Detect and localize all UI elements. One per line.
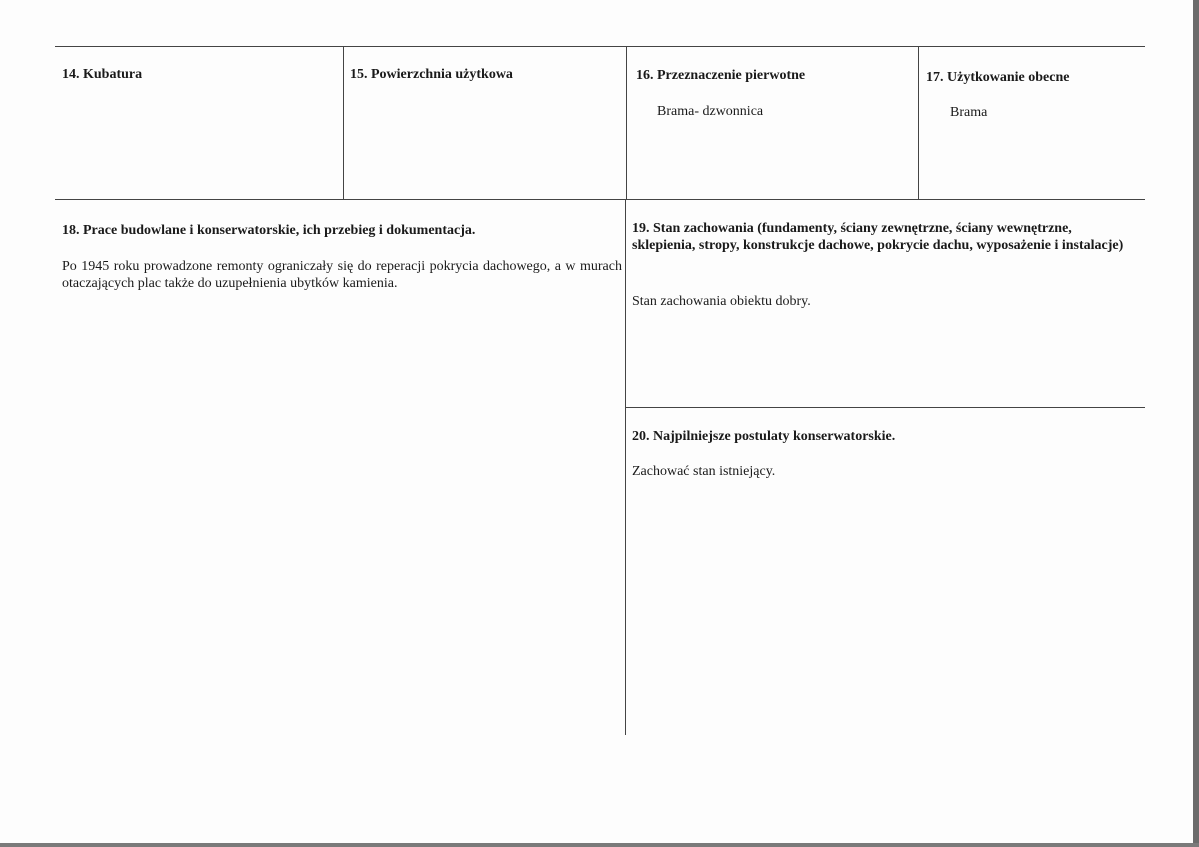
field-18-value: Po 1945 roku prowadzone remonty ograniczały się do reperacji pokrycia dachowego, a w murach otaczających plac także do uzupełnienia ubytków kamienia. (62, 259, 622, 291)
field-19-value: Stan zachowania obiektu dobry. (632, 294, 811, 309)
rule-section-19-20 (626, 407, 1145, 408)
field-20-value: Zachować stan istniejący. (632, 464, 776, 479)
field-20-label: 20. Najpilniejsze postulaty konserwatorskie. (632, 429, 896, 444)
rule-middle (55, 199, 1145, 200)
field-16-value: Brama- dzwonnica (657, 104, 764, 119)
divider-15-16 (626, 46, 627, 199)
field-17-value: Brama (950, 105, 988, 120)
divider-14-15 (343, 46, 344, 199)
divider-16-17 (918, 46, 919, 199)
field-14-label: 14. Kubatura (62, 67, 143, 82)
field-16-label: 16. Przeznaczenie pierwotne (636, 68, 806, 83)
scan-edge-bottom (0, 843, 1199, 847)
rule-top (55, 46, 1145, 47)
divider-18-19 (625, 199, 626, 735)
field-19-label: 19. Stan zachowania (fundamenty, ściany zewnętrzne, ściany wewnętrzne, sklepienia, stropy, konstrukcje dachowe, pokrycie dachu, wyposażenie i instalacje) (632, 221, 1124, 253)
field-15-label: 15. Powierzchnia użytkowa (350, 67, 513, 82)
field-17-label: 17. Użytkowanie obecne (926, 70, 1070, 85)
scan-edge-right (1193, 0, 1199, 847)
field-18-label: 18. Prace budowlane i konserwatorskie, ich przebieg i dokumentacja. (62, 223, 476, 238)
